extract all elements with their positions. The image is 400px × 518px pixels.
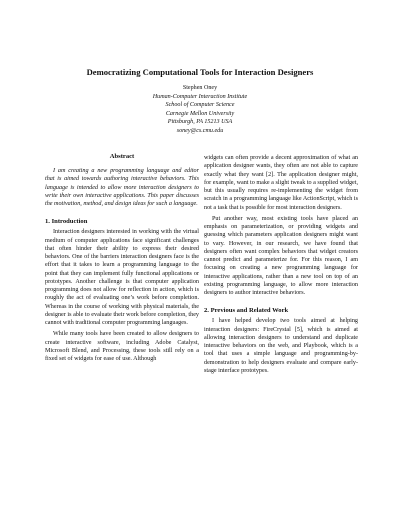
author-email: soney@cs.cmu.edu [176,127,224,134]
right-column [204,154,358,375]
introduction-heading: 1. Introduction [45,218,88,226]
introduction-paragraph-3: Put another way, most existing tools have placed an emphasis on parameterization, or providing widgets and guessing which parameters application designers might want to vary. However, in our research, we have found that designers often want complex behaviors that widget creators cannot predict and parameterize for. For this reason, I am focusing on creating a new programming language for interactive applications, rather than a new tool on top of an existing programming language, to allow more interaction designers to author interactive behaviors. [204,215,358,296]
introduction-paragraph-1: Interaction designers interested in working with the virtual medium of computer applications face significant challenges that often hinder their ability to express their desired behaviors. One of the barriers interaction designers face is the effort that it takes to learn a programming language to the point that they can implement fully functional applications or prototypes. Another challenge is that computer application programming does not allow for reflection in action, which is roughly the act of evaluating one’s work before completion. Whereas in the course of working with physical materials, the designer is able to evaluate their work before completion, they cannot with traditional computer programming languages. [45,229,199,326]
author-school: School of Computer Science [165,102,235,108]
author-city: Pittsburgh, PA 15213 USA [167,119,233,125]
related-work-paragraph-1: I have helped develop two tools aimed at helping interaction designers: FireCrystal [5], which is aimed at allowing interaction designers to understand and duplicate interactive behaviors on the web, and Playbook, which is a tool that uses a simple language and programming-by-demonstration to help designers evaluate and compare early-stage interface prototypes. [204,318,358,374]
author-university: Carnegie Mellon University [165,110,235,117]
author-name: Stephen Oney [182,85,218,91]
left-column [45,152,199,363]
introduction-paragraph-2-continued: widgets can often provide a decent approximation of what an application designer wants, they often are not able to capture exactly what they want [2]. The application designer might, for example, want to make a slight tweak to a supplied widget, but this usually requires re-implementing the widget from scratch in a programming language like ActionScript, which is not a task that is possible for most interaction designers. [204,155,358,211]
related-work-heading: 2. Previous and Related Work [204,307,289,315]
introduction-paragraph-2: While many tools have been created to allow designers to create interactive software, including Adobe Catalyst, Microsoft Blend, and Processing, these tools still rely on a fixed set of widgets for ease of use. Although [45,331,199,362]
author-block [80,84,320,135]
author-institute: Human-Computer Interaction Institute [152,93,248,100]
abstract-heading: Abstract [109,153,135,160]
paper-title: Democratizing Computational Tools for Interaction Designers [86,67,314,77]
abstract-text: I am creating a new programming language and editor that is aimed towards authoring interactive behaviors. This language is intended to allow more interaction designers to write their own interactive applications. This paper discusses the motivation, method, and design ideas for such a language. [45,168,199,207]
